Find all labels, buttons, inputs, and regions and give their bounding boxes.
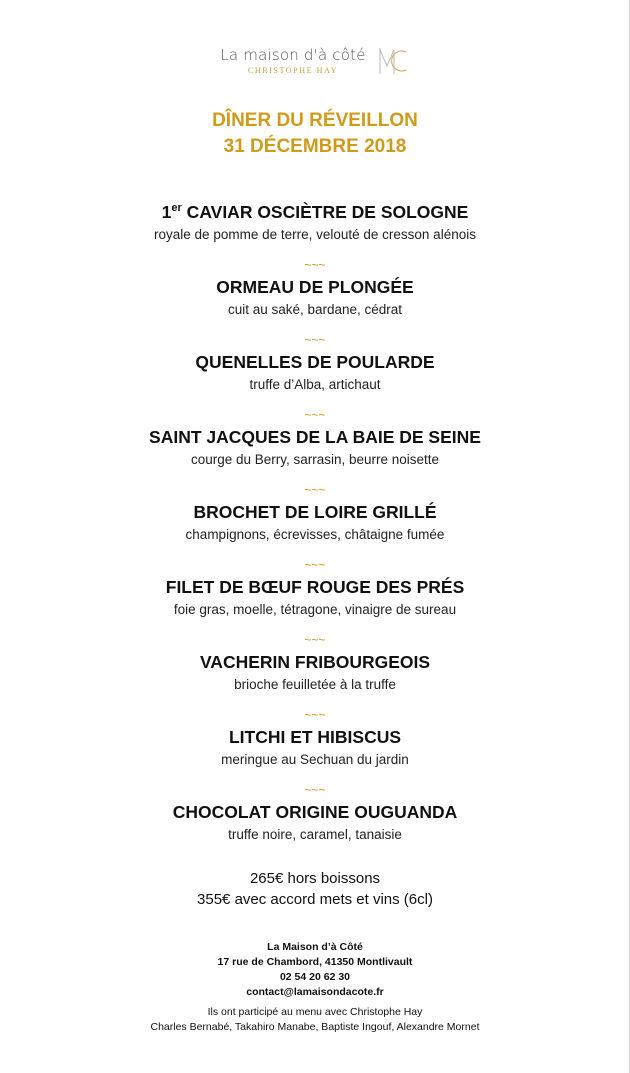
course-description: truffe noire, caramel, tanaisie (228, 827, 402, 842)
logo-name: La maison d'à côté (220, 46, 366, 64)
course-description: cuit au saké, bardane, cédrat (227, 302, 403, 317)
course-4 (0, 427, 630, 467)
contact-phone: 02 54 20 62 30 (279, 971, 351, 983)
course-8 (0, 727, 630, 767)
logo-subtitle: CHRISTOPHE HAY (247, 66, 339, 75)
separator: ~~~ (304, 333, 326, 347)
course-name: FILET DE BŒUF ROUGE DES PRÉS (165, 577, 465, 597)
monogram-icon (376, 44, 410, 78)
course-3 (0, 352, 630, 392)
course-description: meringue au Sechuan du jardin (221, 752, 409, 767)
separator: ~~~ (304, 783, 326, 797)
course-description: brioche feuilletée à la truffe (234, 677, 396, 692)
contact-name: La Maison d’à Côté (267, 941, 363, 953)
course-name: VACHERIN FRIBOURGEOIS (199, 652, 431, 672)
logo (0, 46, 630, 78)
course-6 (0, 577, 630, 617)
course-description: foie gras, moelle, tétragone, vinaigre de sureau (173, 602, 457, 617)
credits-intro: Ils ont participé au menu avec Christophe Hay (207, 1006, 423, 1018)
course-name: SAINT JACQUES DE LA BAIE DE SEINE (149, 427, 481, 447)
separator: ~~~ (304, 408, 326, 422)
course-description: champignons, écrevisses, châtaigne fumée (185, 527, 445, 542)
contact-address: 17 rue de Chambord, 41350 Montlivault (217, 956, 413, 968)
separator: ~~~ (304, 483, 326, 497)
credits-block (0, 1005, 630, 1035)
contact-email: contact@lamaisondacote.fr (246, 986, 384, 998)
course-name: LITCHI ET HIBISCUS (228, 727, 402, 747)
separator: ~~~ (304, 258, 326, 272)
course-7 (0, 652, 630, 692)
separator: ~~~ (304, 708, 326, 722)
course-9 (0, 802, 630, 842)
course-2 (0, 277, 630, 317)
course-description: courge du Berry, sarrasin, beurre noisette (190, 452, 440, 467)
price-with-wine: 355€ avec accord mets et vins (6cl) (197, 891, 433, 908)
course-5 (0, 502, 630, 542)
course-1 (0, 202, 630, 242)
price-without-drinks: 265€ hors boissons (249, 870, 381, 887)
course-name: 1er CAVIAR OSCIÈTRE DE SOLOGNE (161, 202, 469, 222)
course-description: truffe d’Alba, artichaut (249, 377, 381, 392)
separator: ~~~ (304, 558, 326, 572)
menu-title: DÎNER DU RÉVEILLON (212, 110, 418, 131)
credits-names: Charles Bernabé, Takahiro Manabe, Baptiste Ingouf, Alexandre Mornet (150, 1021, 480, 1033)
course-description: royale de pomme de terre, velouté de cresson alénois (154, 227, 476, 242)
menu-date: 31 DÉCEMBRE 2018 (223, 136, 407, 157)
course-name: ORMEAU DE PLONGÉE (216, 277, 414, 297)
course-name: CHOCOLAT ORIGINE OUGUANDA (172, 802, 458, 822)
course-name: QUENELLES DE POULARDE (195, 352, 435, 372)
course-name: BROCHET DE LOIRE GRILLÉ (193, 502, 437, 522)
separator: ~~~ (304, 633, 326, 647)
contact-block (0, 940, 630, 1000)
